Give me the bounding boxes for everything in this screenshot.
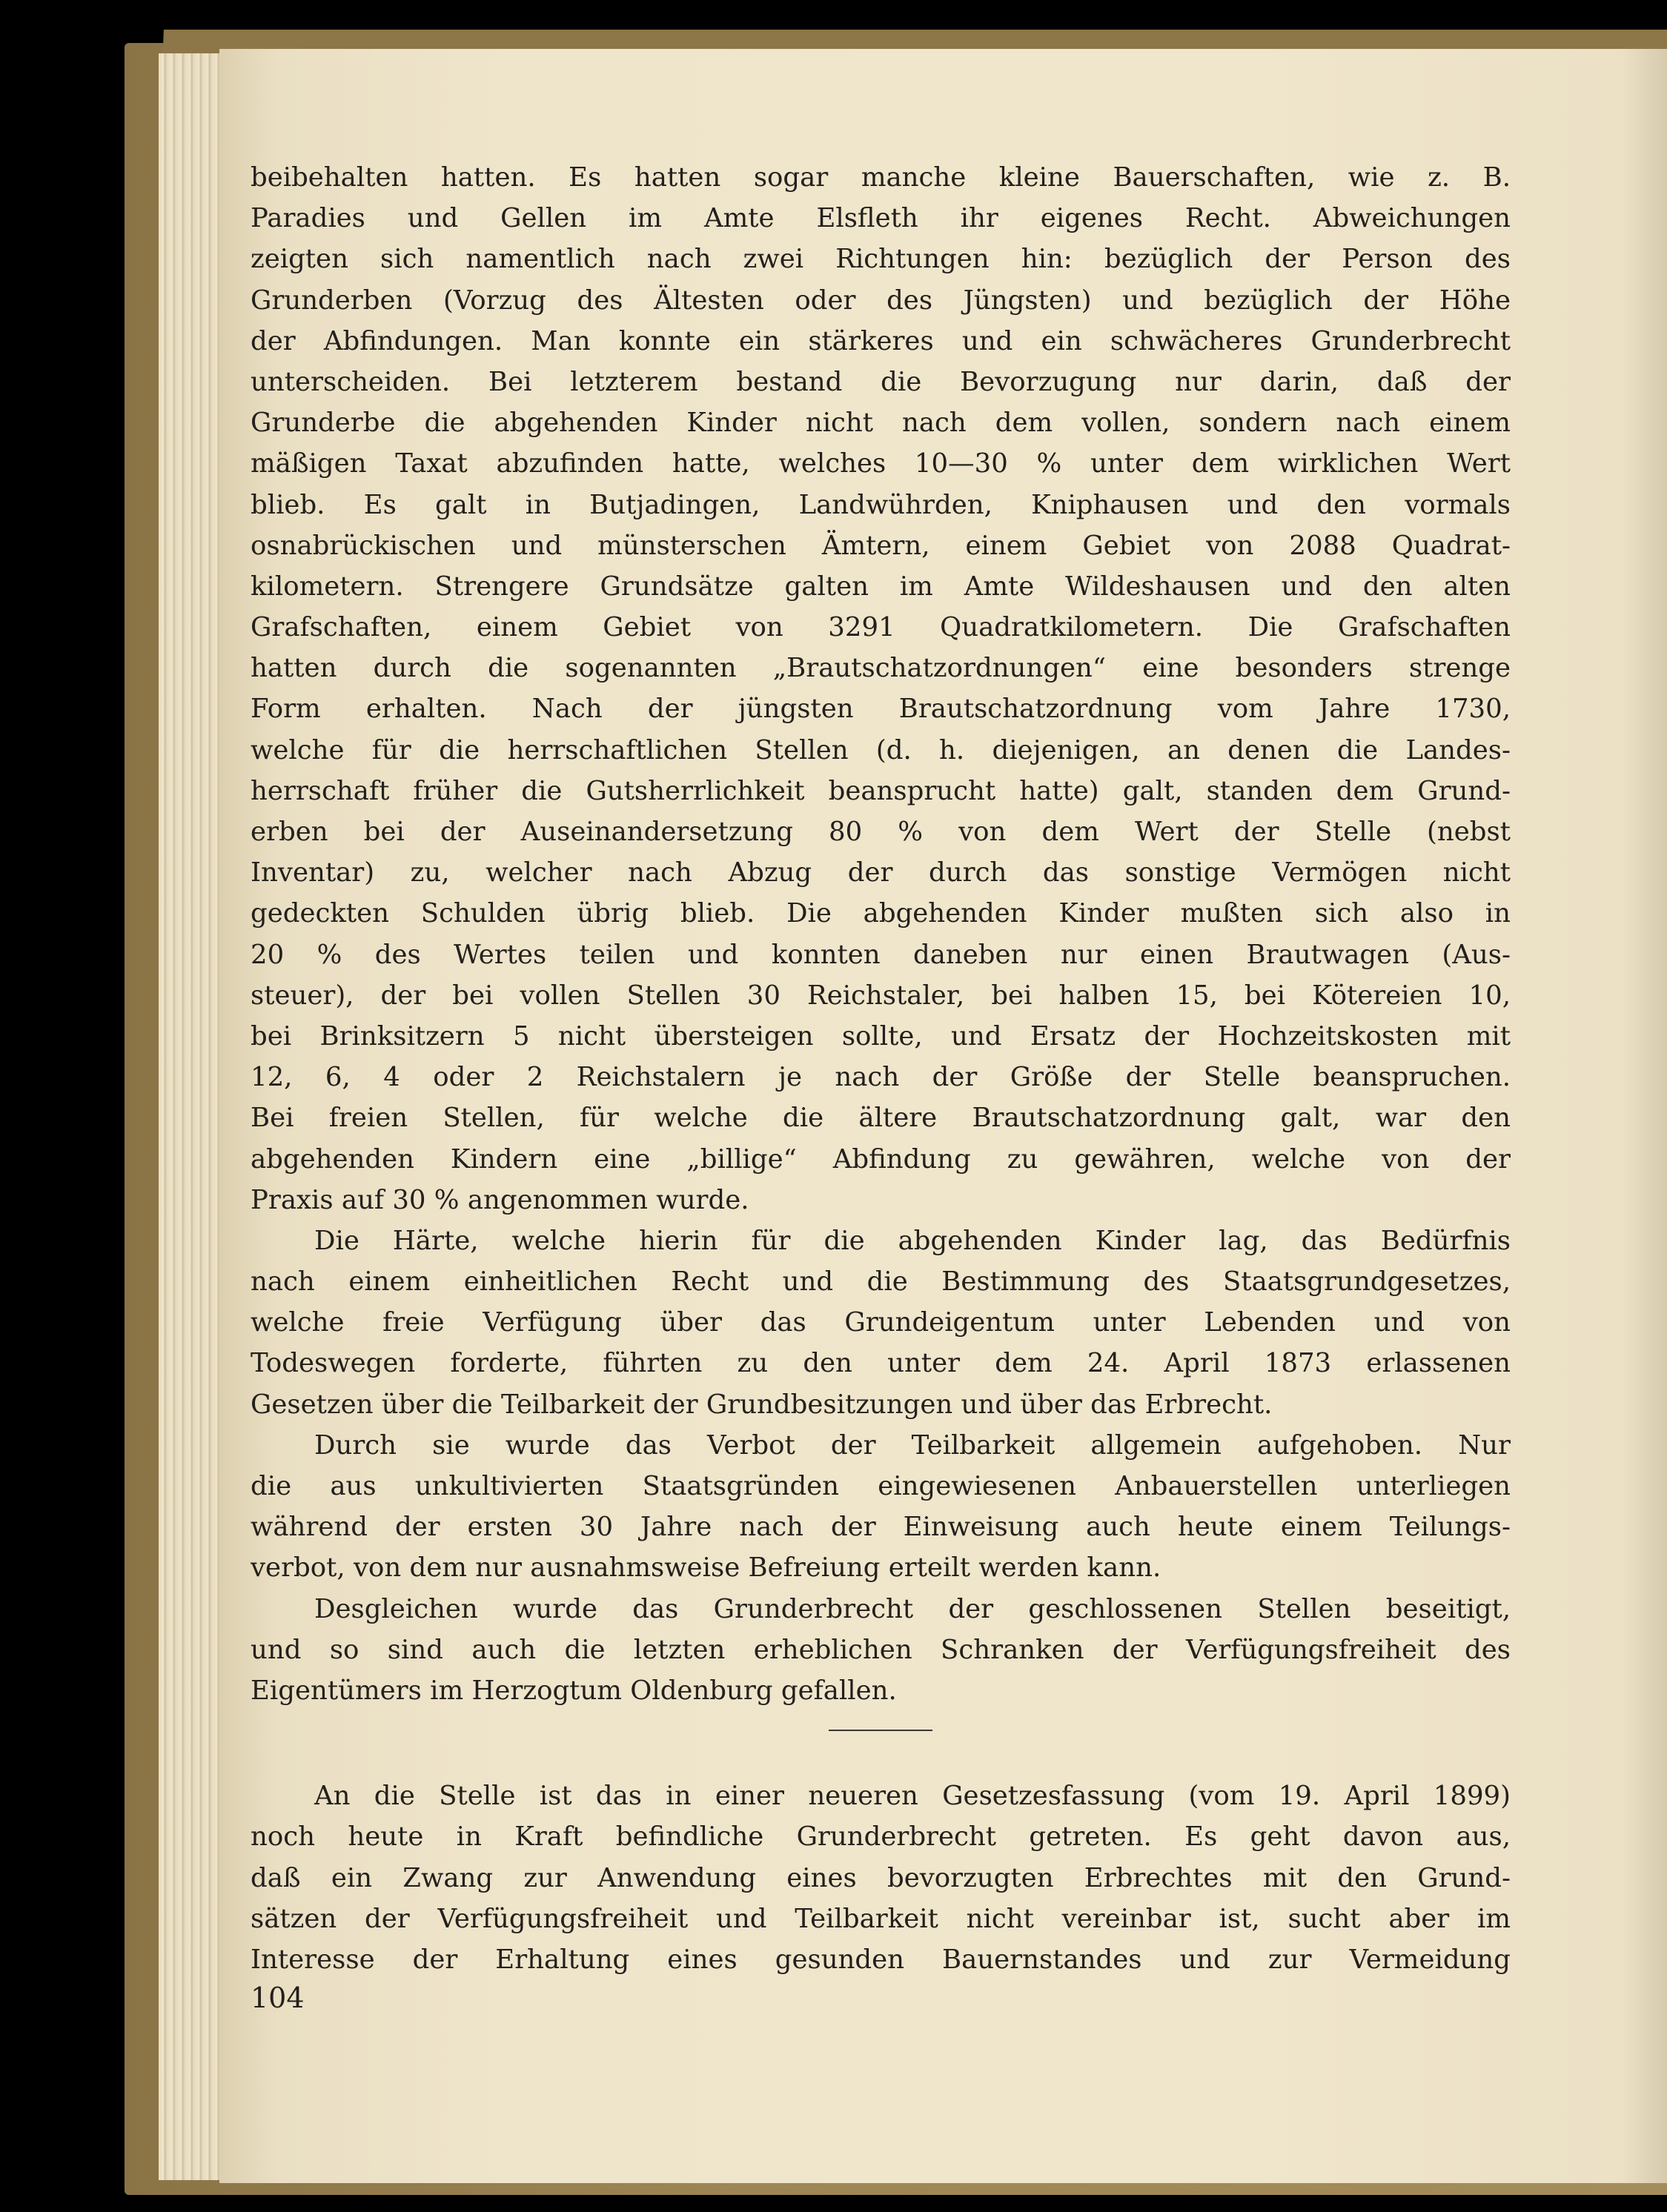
text-line: welche für die herrschaftlichen Stellen (d. h. diejenigen, an denen die Landes- [251,734,1511,765]
paragraph-1 [251,157,1511,1220]
text-line: Bei freien Stellen, für welche die ältere Brautschatzordnung galt, war den [251,1103,1511,1134]
text-line: noch heute in Kraft befindliche Grunderbrecht getreten. Es geht davon aus, [251,1821,1511,1853]
text-line: steuer), der bei vollen Stellen 30 Reichstaler, bei halben 15, bei Kötereien 10, [251,980,1511,1011]
text-line: daß ein Zwang zur Anwendung eines bevorzugten Erbrechtes mit den Grund- [251,1862,1511,1893]
text-line: Praxis auf 30 % angenommen wurde. [251,1184,749,1215]
page-gutter-shadow [1623,49,1667,2183]
text-line: Eigentümers im Herzogtum Oldenburg gefallen. [251,1675,897,1706]
spacer [251,1711,1511,1730]
text-line: verbot, von dem nur ausnahmsweise Befreiung erteilt werden kann. [251,1552,1161,1584]
page-edges [159,53,221,2180]
text-line: und so sind auch die letzten erheblichen Schranken der Verfügungsfreiheit des [251,1634,1511,1665]
text-line: abgehenden Kindern eine „billige“ Abfindung zu gewähren, welche von der [251,1143,1511,1175]
text-line: Interesse der Erhaltung eines gesunden Bauernstandes und zur Vermeidung [251,1944,1511,1975]
spacer [251,1731,1511,1776]
text-line: während der ersten 30 Jahre nach der Einweisung auch heute einem Teilungs- [251,1512,1511,1543]
text-line: An die Stelle ist das in einer neueren Gesetzesfassung (vom 19. April 1899) [314,1781,1511,1812]
page-text [251,157,1511,1980]
text-line: 12, 6, 4 oder 2 Reichstalern je nach der Größe der Stelle beanspruchen. [251,1062,1511,1093]
text-line: Paradies und Gellen im Amte Elsfleth ihr eigenes Recht. Abweichungen [251,203,1511,234]
text-line: kilometern. Strengere Grundsätze galten im Amte Wildeshausen und den alten [251,571,1511,602]
page-number: 104 [251,1982,305,2014]
text-line: Grunderben (Vorzug des Ältesten oder des Jüngsten) und bezüglich der Höhe [251,285,1511,316]
text-line: mäßigen Taxat abzufinden hatte, welches 10—30 % unter dem wirklichen Wert [251,448,1511,479]
text-line: gedeckten Schulden übrig blieb. Die abgehenden Kinder mußten sich also in [251,898,1511,929]
text-line: Grafschaften, einem Gebiet von 3291 Quadratkilometern. Die Grafschaften [251,612,1511,643]
paragraph-5 [251,1776,1511,1980]
text-line: Gesetzen über die Teilbarkeit der Grundbesitzungen und über das Erbrecht. [251,1389,1273,1420]
paragraph-4 [251,1589,1511,1712]
text-line: blieb. Es galt in Butjadingen, Landwührden, Kniphausen und den vormals [251,489,1511,520]
text-line: erben bei der Auseinandersetzung 80 % von dem Wert der Stelle (nebst [251,817,1511,847]
text-line: die aus unkultivierten Staatsgründen eingewiesenen Anbauerstellen unterliegen [251,1471,1511,1501]
text-line: bei Brinksitzern 5 nicht übersteigen sollte, und Ersatz der Hochzeitskosten mit [251,1020,1511,1052]
text-line: welche freie Verfügung über das Grundeigentum unter Lebenden und von [251,1307,1511,1338]
text-line: Inventar) zu, welcher nach Abzug der durch das sonstige Vermögen nicht [251,857,1511,889]
text-line: Grunderbe die abgehenden Kinder nicht nach dem vollen, sondern nach einem [251,408,1511,439]
text-line: Todeswegen forderte, führten zu den unter dem 24. April 1873 erlassenen [251,1348,1511,1379]
text-line: sätzen der Verfügungsfreiheit und Teilbarkeit nicht vereinbar ist, sucht aber im [251,1903,1511,1934]
text-line: Form erhalten. Nach der jüngsten Brautschatzordnung vom Jahre 1730, [251,694,1511,725]
text-line: 20 % des Wertes teilen und konnten daneben nur einen Brautwagen (Aus- [251,939,1511,970]
text-line: der Abfindungen. Man konnte ein stärkeres und ein schwächeres Grunderbrecht [251,325,1511,356]
text-line: Die Härte, welche hierin für die abgehenden Kinder lag, das Bedürfnis [314,1225,1511,1256]
text-line: zeigten sich namentlich nach zwei Richtungen hin: bezüglich der Person des [251,244,1511,275]
text-line: nach einem einheitlichen Recht und die Bestimmung des Staatsgrundgesetzes, [251,1266,1511,1298]
text-line: unterscheiden. Bei letzterem bestand die Bevorzugung nur darin, daß der [251,366,1511,397]
paragraph-3 [251,1425,1511,1589]
text-line: Desgleichen wurde das Grunderbrecht der geschlossenen Stellen beseitigt, [314,1593,1511,1624]
text-line: osnabrückischen und münsterschen Ämtern, einem Gebiet von 2088 Quadrat- [251,530,1511,561]
text-line: beibehalten hatten. Es hatten sogar manche kleine Bauerschaften, wie z. B. [251,162,1511,193]
text-line: Durch sie wurde das Verbot der Teilbarkeit allgemein aufgehoben. Nur [314,1429,1511,1461]
text-line: hatten durch die sogenannten „Brautschatzordnungen“ eine besonders strenge [251,653,1511,684]
paragraph-2 [251,1220,1511,1425]
text-line: herrschaft früher die Gutsherrlichkeit beansprucht hatte) galt, standen dem Grund- [251,775,1511,806]
